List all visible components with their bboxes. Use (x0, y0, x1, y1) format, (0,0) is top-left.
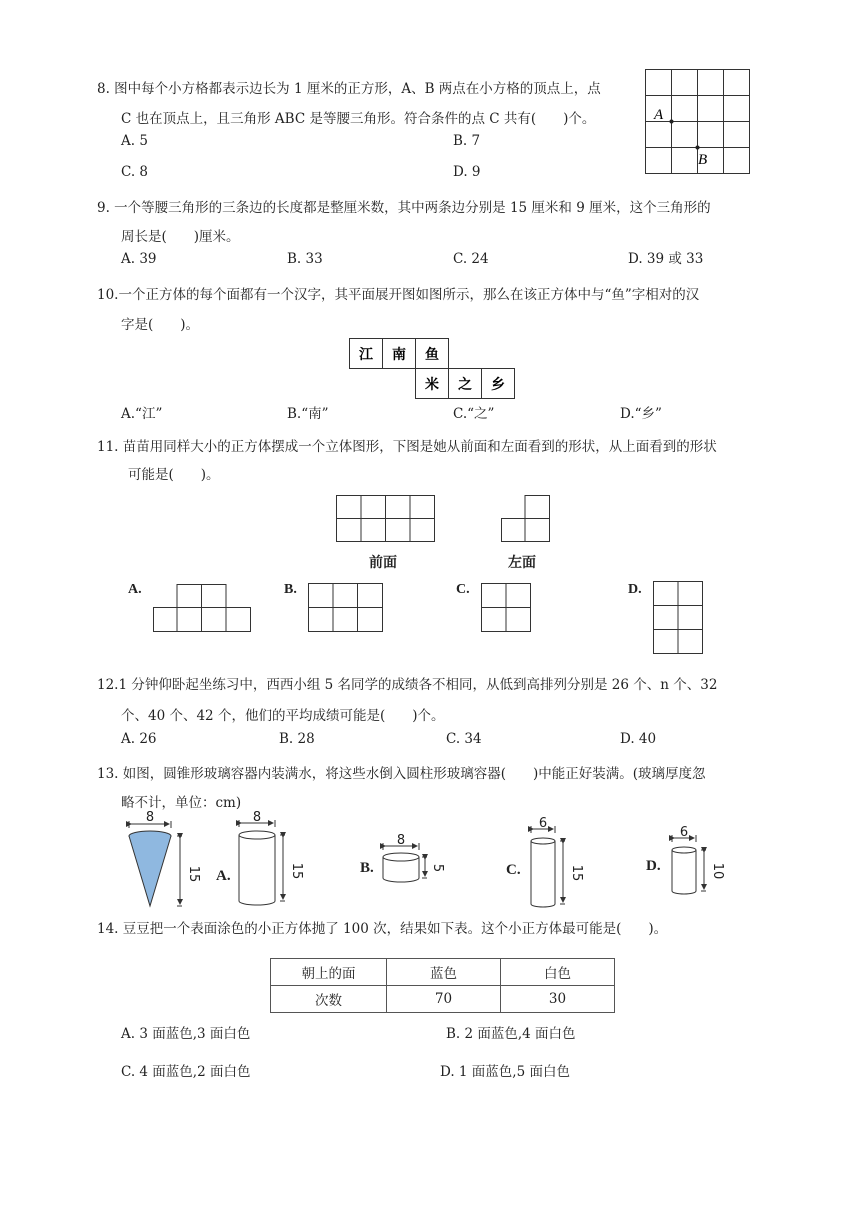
q10-stem-line1: 10.一个正方体的每个面都有一个汉字，其平面展开图如图所示，那么在该正方体中与“鱼”字相对的汉 (97, 287, 700, 303)
q12-stem-line2: 个、40 个、42 个，他们的平均成绩可能是( )个。 (121, 708, 445, 724)
q10-stem-line2: 字是( )。 (121, 317, 200, 333)
cylinder-b-height: 5 (430, 863, 445, 873)
cylinder-a-label: A. (216, 868, 231, 884)
cylinder-d-label: D. (646, 858, 661, 874)
table-cell-white-count: 30 (501, 986, 615, 1013)
q12-option-d: D. 40 (620, 731, 657, 747)
q8-stem-line1: 8. 图中每个小方格都表示边长为 1 厘米的正方形，A、B 两点在小方格的顶点上，点 (97, 81, 601, 97)
table-header-face: 朝上的面 (271, 959, 387, 986)
q14-stem-line1: 14. 豆豆把一个表面涂色的小正方体抛了 100 次，结果如下表。这个小正方体最可能是( )。 (97, 921, 668, 937)
table-cell-blue-count: 70 (387, 986, 501, 1013)
q14-option-b: B. 2 面蓝色,4 面白色 (446, 1026, 576, 1042)
cylinder-a (239, 820, 285, 905)
cylinder-a-diameter: 8 (252, 810, 262, 825)
net-cell-xiang: 乡 (491, 377, 505, 393)
cylinder-d-diameter: 6 (679, 825, 689, 840)
net-cell-zhi: 之 (458, 377, 472, 393)
cylinder-c-height: 15 (569, 864, 584, 882)
q10-option-b: B.“南” (287, 406, 329, 422)
q14-option-d: D. 1 面蓝色,5 面白色 (440, 1064, 570, 1080)
q8-option-b: B. 7 (453, 133, 481, 149)
net-cell-mi: 米 (425, 377, 439, 393)
cylinder-b-label: B. (360, 860, 374, 876)
q11-option-d-label: D. (628, 582, 642, 597)
q11-option-b-label: B. (284, 582, 297, 597)
table-header-white: 白色 (501, 959, 615, 986)
table-cell-count-label: 次数 (271, 986, 387, 1013)
q14-result-table (270, 958, 615, 1013)
cylinder-c (531, 826, 565, 907)
q9-option-d: D. 39 或 33 (628, 251, 704, 267)
q11-option-c-figure (479, 581, 534, 635)
q8-option-d: D. 9 (453, 164, 481, 180)
q10-option-a: A.“江” (121, 406, 163, 422)
q11-front-view-label: 前面 (369, 556, 397, 571)
q8-option-a: A. 5 (121, 133, 148, 149)
q11-left-view (499, 493, 553, 545)
q12-option-b: B. 28 (279, 731, 315, 747)
table-row (271, 986, 615, 1013)
q10-cube-net (346, 335, 516, 405)
cylinder-d (672, 835, 706, 894)
cone-diameter: 8 (145, 810, 155, 825)
cylinder-b-diameter: 8 (396, 833, 406, 848)
q12-option-a: A. 26 (121, 731, 157, 747)
q11-stem-line2: 可能是( )。 (128, 467, 220, 483)
net-cell-jiang: 江 (359, 347, 373, 363)
q8-point-a: A (654, 107, 664, 123)
q11-option-b-figure (306, 581, 386, 635)
q11-option-a-figure (151, 582, 253, 634)
q9-option-b: B. 33 (287, 251, 323, 267)
q8-grid-figure (640, 64, 755, 176)
q14-option-c: C. 4 面蓝色,2 面白色 (121, 1064, 251, 1080)
q8-option-c: C. 8 (121, 164, 149, 180)
q13-stem-line2: 略不计，单位：cm) (121, 795, 242, 811)
cylinder-c-label: C. (506, 862, 521, 878)
q10-option-d: D.“乡” (620, 406, 662, 422)
q11-stem-line1: 11. 苗苗用同样大小的正方体摆成一个立体图形，下图是她从前面和左面看到的形状，从上面看到的形状 (97, 439, 717, 455)
q9-stem-line2: 周长是( )厘米。 (121, 229, 240, 245)
cylinder-d-height: 10 (710, 862, 725, 880)
table-header-blue: 蓝色 (387, 959, 501, 986)
cylinder-a-height: 15 (289, 862, 304, 880)
q12-stem-line1: 12.1 分钟仰卧起坐练习中，西西小组 5 名同学的成绩各不相同，从低到高排列分别是 26 个、n 个、32 (97, 677, 718, 693)
q8-stem-line2: C 也在顶点上，且三角形 ABC 是等腰三角形。符合条件的点 C 共有( )个。 (121, 111, 596, 127)
q11-left-view-label: 左面 (508, 556, 536, 571)
q14-option-a: A. 3 面蓝色,3 面白色 (121, 1026, 251, 1042)
cone-height: 15 (186, 865, 201, 883)
net-cell-yu: 鱼 (425, 347, 439, 363)
q13-stem-line1: 13. 如图，圆锥形玻璃容器内装满水，将这些水倒入圆柱形玻璃容器( )中能正好装满。(玻璃厚度忽 (97, 766, 706, 782)
q11-front-view (334, 493, 438, 545)
q9-stem-line1: 9. 一个等腰三角形的三条边的长度都是整厘米数，其中两条边分别是 15 厘米和 9 厘米，这个三角形的 (97, 200, 711, 216)
net-cell-nan: 南 (392, 347, 406, 363)
cylinder-c-diameter: 6 (538, 816, 548, 831)
table-row (271, 959, 615, 986)
q10-option-c: C.“之” (453, 406, 495, 422)
q13-figures (120, 810, 725, 914)
q12-option-c: C. 34 (446, 731, 482, 747)
q11-option-c-label: C. (456, 582, 470, 597)
q8-point-b: B (698, 152, 708, 168)
cone-container (129, 821, 182, 906)
q11-option-d-figure (651, 579, 706, 657)
q9-option-c: C. 24 (453, 251, 489, 267)
q11-option-a-label: A. (128, 582, 142, 597)
cylinder-b (383, 843, 427, 882)
q9-option-a: A. 39 (121, 251, 157, 267)
